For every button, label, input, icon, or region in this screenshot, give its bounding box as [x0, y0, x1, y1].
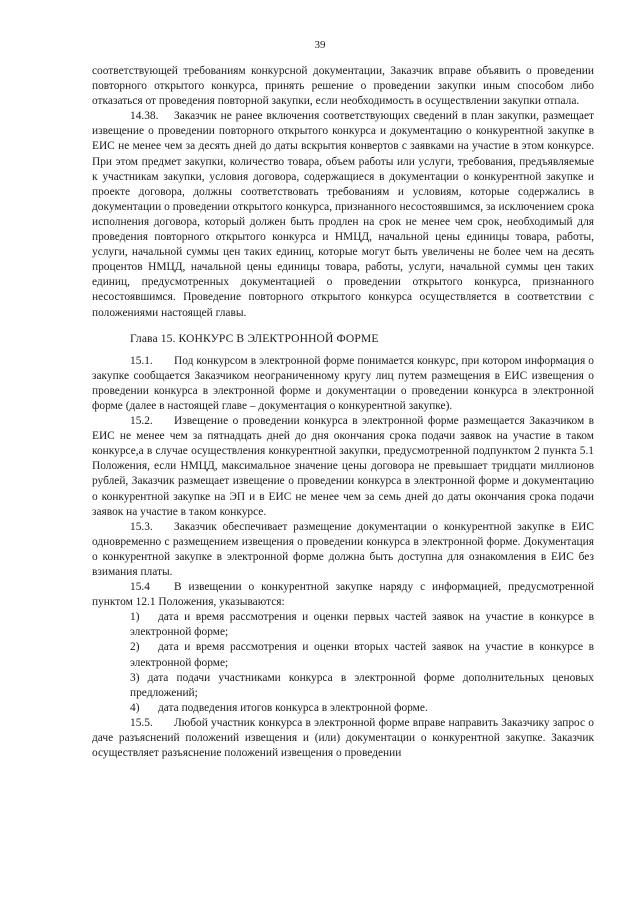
clause-number: 15.4 — [130, 581, 150, 594]
clause-number: 15.5. — [130, 716, 153, 729]
page-number: 39 — [314, 39, 326, 51]
list-marker: 4) — [130, 701, 140, 714]
list-marker: 1) — [130, 611, 140, 624]
list-item: 1) дата и время рассмотрения и оценки первых частей заявок на участие в конкурсе в электронной форме; — [130, 611, 594, 639]
paragraph-15-2: 15.2. Извещение о проведении конкурса в электронной форме размещается Заказчиком в ЕИС не менее чем за пятнадцать дней до дня окончания срока подачи заявок на участие в таком конкурсе,а в случае осуществления конкурентной закупки, предусмотренной подпунктом 2 пункта 5.1 Положения, если НМЦД, максимальное значение цены договора не превышает тридцати миллионов рублей, Заказчик размещает извещение о проведении конкурса в электронной форме и документацию о конкурентной закупке на ЭП и в ЕИС не менее чем за семь дней до даты окончания срока подачи заявок на участие в таком конкурсе. — [92, 415, 594, 518]
clause-number: 15.3. — [130, 520, 153, 533]
list-item: 3) дата подачи участниками конкурса в электронной форме дополнительных ценовых предложений; — [130, 671, 594, 699]
clause-number: 15.2. — [130, 415, 153, 428]
paragraph-15-1: 15.1. Под конкурсом в электронной форме понимается конкурс, при котором информация о закупке сообщается Заказчиком неограниченному кругу лиц путем размещения в ЕИС извещения о проведении конкурса в электронной форме и документации о проведении конкурса в электронной форме (далее в настоящей главе – документация о конкурентной закупке). — [92, 354, 594, 412]
paragraph-continuation: соответствующей требованиям конкурсной документации, Заказчик вправе объявить о проведении повторного открытого конкурса, принять решение о проведении закупки иным способом либо отказаться от проведения повторной закупки, если необходимость в осуществлении закупки отпала. — [92, 65, 594, 108]
list-item: 4) дата подведения итогов конкурса в электронной форме. — [92, 701, 594, 716]
paragraph-14-38: 14.38. Заказчик не ранее включения соответствующих сведений в план закупки, размещает извещение о проведении повторного открытого конкурса и документацию о конкурентной закупке в ЕИС не менее чем за десять дней до даты вскрытия конвертов с заявками на участие в этом конкурсе. При этом предмет закупки, количество товара, объем работы или услуги, требования, предъявляемые к участникам закупки, условия договора, содержащиеся в документации о конкурентной закупке и проекте договора, должны соответствовать требованиям и условиям, которые содержались в документации о проведении открытого конкурса, признанного несостоявшимся, за исключением срока исполнения договора, который должен быть продлен на срок не менее чем срок, необходимый для проведения повторного открытого конкурса и НМЦД, начальной цены единицы товара, работы, услуги, начальной суммы цен таких единиц, которые могут быть увеличены не более чем на десять процентов НМЦД, начальной цены единицы товара, работы, услуги, начальной суммы цен таких единиц, предусмотренных документацией о проведении открытого конкурса, признанного несостоявшимся. Проведение повторного открытого конкурса осуществляется в соответствии с положениями настоящей главы. — [92, 110, 594, 319]
clause-number: 15.1. — [130, 354, 153, 367]
clause-number: 14.38. — [130, 110, 159, 123]
paragraph-15-5: 15.5. Любой участник конкурса в электронной форме вправе направить Заказчику запрос о даче разъяснений положений извещения и (или) документации о конкурентной закупке. Заказчик осуществляет разъяснение положений извещения о проведении — [92, 716, 594, 760]
list-marker: 2) — [130, 641, 140, 654]
paragraph-15-3: 15.3. Заказчик обеспечивает размещение документации о конкурентной закупке в ЕИС одновременно с размещением извещения о проведении конкурса в электронной форме. Документация о конкурентной закупке в электронной форме должна быть доступна для ознакомления в ЕИС без взимания платы. — [92, 520, 594, 578]
chapter-heading: Глава 15. КОНКУРС В ЭЛЕКТРОННОЙ ФОРМЕ — [130, 331, 379, 345]
document-body — [92, 64, 594, 761]
list-item: 2) дата и время рассмотрения и оценки вторых частей заявок на участие в конкурсе в электронной форме; — [130, 641, 594, 669]
paragraph-15-4: 15.4 В извещении о конкурентной закупке наряду с информацией, предусмотренной пунктом 12.1 Положения, указываются: — [92, 581, 594, 609]
